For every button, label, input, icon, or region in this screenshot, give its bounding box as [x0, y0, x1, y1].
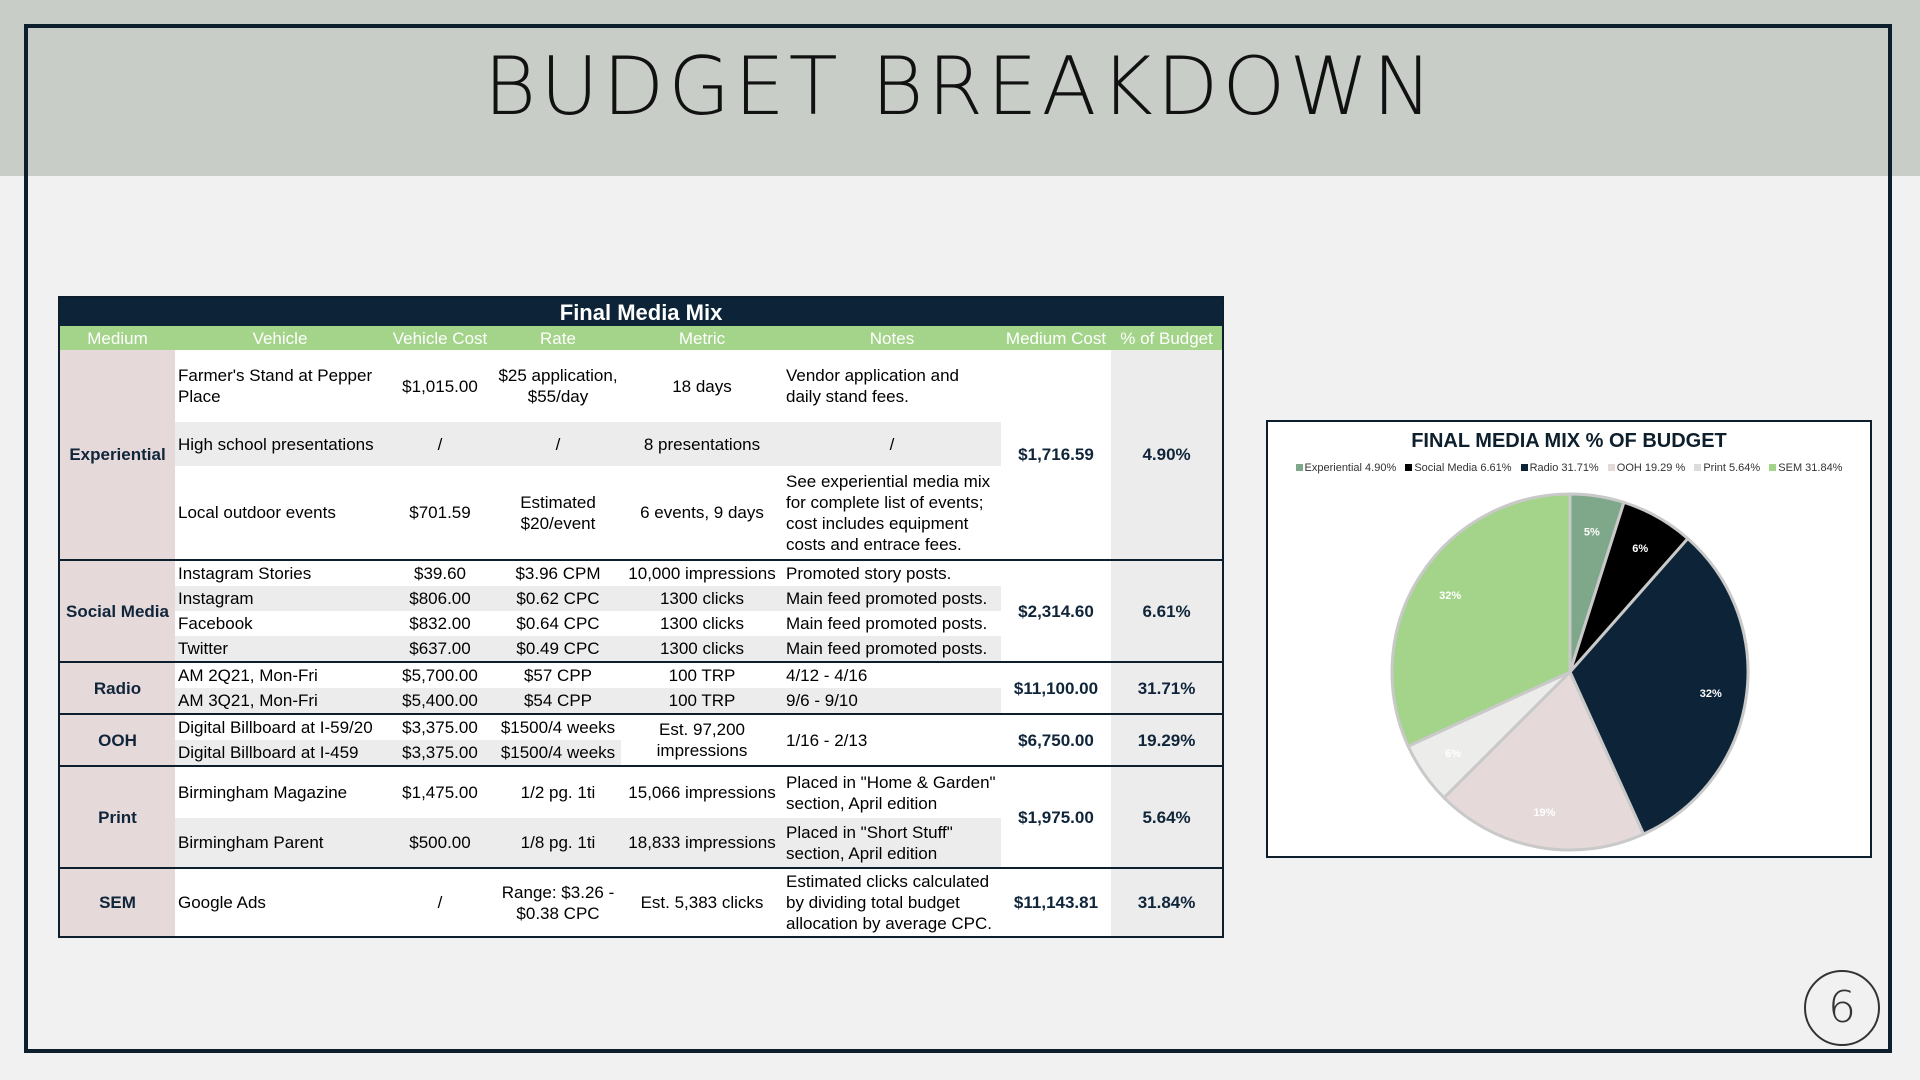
vehicle-cell: AM 2Q21, Mon-Fri	[175, 662, 385, 688]
medium-cost-cell: $1,716.59	[1001, 350, 1111, 560]
medium-cell: Radio	[59, 662, 175, 714]
medium-cost-cell: $1,975.00	[1001, 766, 1111, 868]
notes-cell: See experiential media mix for complete list of events; cost includes equipment costs and entrace fees.	[783, 466, 1001, 560]
medium-cell: Social Media	[59, 560, 175, 662]
notes-cell: Estimated clicks calculated by dividing total budget allocation by average CPC.	[783, 868, 1001, 937]
notes-cell: Promoted story posts.	[783, 560, 1001, 586]
metric-cell: Est. 5,383 clicks	[621, 868, 783, 937]
table-header-row	[59, 326, 1223, 350]
pie-chart	[1268, 422, 1870, 856]
vehicle-cell: High school presentations	[175, 422, 385, 466]
pie-data-label: 19%	[1533, 807, 1556, 820]
header-cell: Notes	[783, 326, 1001, 350]
pie-data-label: 32%	[1439, 590, 1462, 603]
table-row	[59, 714, 1223, 740]
metric-cell: Est. 97,200 impressions	[621, 714, 783, 766]
notes-cell: 9/6 - 9/10	[783, 688, 1001, 714]
vehicle-cell: Twitter	[175, 636, 385, 662]
medium-cost-cell: $11,100.00	[1001, 662, 1111, 714]
notes-cell: Placed in "Home & Garden" section, April edition	[783, 766, 1001, 818]
rate-cell: $0.64 CPC	[495, 611, 621, 636]
vehicle-cost-cell: $1,475.00	[385, 766, 495, 818]
pie-data-label: 6%	[1632, 543, 1649, 556]
vehicle-cost-cell: $806.00	[385, 586, 495, 611]
rate-cell: $0.62 CPC	[495, 586, 621, 611]
medium-cell: OOH	[59, 714, 175, 766]
metric-cell: 100 TRP	[621, 688, 783, 714]
vehicle-cell: Instagram	[175, 586, 385, 611]
vehicle-cell: Birmingham Magazine	[175, 766, 385, 818]
vehicle-cost-cell: /	[385, 422, 495, 466]
legend-label: Print 5.64%	[1703, 462, 1761, 474]
legend-label: Experiential 4.90%	[1304, 462, 1397, 474]
vehicle-cost-cell: $39.60	[385, 560, 495, 586]
vehicle-cell: Digital Billboard at I-459	[175, 740, 385, 766]
header-cell: % of Budget	[1111, 326, 1223, 350]
notes-cell: Main feed promoted posts.	[783, 611, 1001, 636]
vehicle-cell: Facebook	[175, 611, 385, 636]
table-row	[59, 350, 1223, 422]
notes-cell: 4/12 - 4/16	[783, 662, 1001, 688]
budget-pct-cell: 4.90%	[1111, 350, 1223, 560]
metric-cell: 15,066 impressions	[621, 766, 783, 818]
budget-pct-cell: 6.61%	[1111, 560, 1223, 662]
legend-label: SEM 31.84%	[1778, 462, 1843, 474]
header-cell: Vehicle	[175, 326, 385, 350]
vehicle-cell: AM 3Q21, Mon-Fri	[175, 688, 385, 714]
vehicle-cell: Local outdoor events	[175, 466, 385, 560]
table-row	[59, 868, 1223, 937]
vehicle-cost-cell: $3,375.00	[385, 714, 495, 740]
metric-cell: 6 events, 9 days	[621, 466, 783, 560]
vehicle-cost-cell: $637.00	[385, 636, 495, 662]
vehicle-cost-cell: $5,400.00	[385, 688, 495, 714]
notes-cell: Placed in "Short Stuff" section, April edition	[783, 818, 1001, 868]
chart-title: FINAL MEDIA MIX % OF BUDGET	[1411, 430, 1727, 452]
vehicle-cost-cell: $500.00	[385, 818, 495, 868]
medium-cost-cell: $2,314.60	[1001, 560, 1111, 662]
rate-cell: $54 CPP	[495, 688, 621, 714]
rate-cell: $25 application, $55/day	[495, 350, 621, 422]
budget-pct-cell: 19.29%	[1111, 714, 1223, 766]
table-title: Final Media Mix	[59, 297, 1223, 326]
table-row	[59, 560, 1223, 586]
vehicle-cost-cell: $3,375.00	[385, 740, 495, 766]
metric-cell: 8 presentations	[621, 422, 783, 466]
rate-cell: $1500/4 weeks	[495, 740, 621, 766]
medium-cost-cell: $11,143.81	[1001, 868, 1111, 937]
medium-cell: Print	[59, 766, 175, 868]
notes-cell: Main feed promoted posts.	[783, 586, 1001, 611]
metric-cell: 10,000 impressions	[621, 560, 783, 586]
rate-cell: 1/2 pg. 1ti	[495, 766, 621, 818]
notes-cell: 1/16 - 2/13	[783, 714, 1001, 766]
rate-cell: /	[495, 422, 621, 466]
budget-pct-cell: 31.84%	[1111, 868, 1223, 937]
rate-cell: $57 CPP	[495, 662, 621, 688]
budget-pct-cell: 31.71%	[1111, 662, 1223, 714]
legend-label: Social Media 6.61%	[1414, 462, 1512, 474]
metric-cell: 100 TRP	[621, 662, 783, 688]
slide-title: BUDGET BREAKDOWN	[483, 40, 1437, 133]
table-row	[59, 766, 1223, 818]
legend-label: Radio 31.71%	[1529, 462, 1599, 474]
page-number: 6	[1804, 970, 1880, 1046]
header-cell: Vehicle Cost	[385, 326, 495, 350]
rate-cell: $3.96 CPM	[495, 560, 621, 586]
vehicle-cell: Birmingham Parent	[175, 818, 385, 868]
notes-cell: /	[783, 422, 1001, 466]
vehicle-cost-cell: $5,700.00	[385, 662, 495, 688]
rate-cell: 1/8 pg. 1ti	[495, 818, 621, 868]
media-mix-table-container	[58, 296, 1222, 938]
rate-cell: Range: $3.26 - $0.38 CPC	[495, 868, 621, 937]
pie-data-label: 5%	[1583, 526, 1600, 539]
vehicle-cell: Farmer's Stand at Pepper Place	[175, 350, 385, 422]
metric-cell: 1300 clicks	[621, 586, 783, 611]
vehicle-cost-cell: /	[385, 868, 495, 937]
rate-cell: $1500/4 weeks	[495, 714, 621, 740]
notes-cell: Main feed promoted posts.	[783, 636, 1001, 662]
metric-cell: 18,833 impressions	[621, 818, 783, 868]
medium-cost-cell: $6,750.00	[1001, 714, 1111, 766]
rate-cell: $0.49 CPC	[495, 636, 621, 662]
pie-data-label: 6%	[1445, 748, 1462, 761]
vehicle-cell: Google Ads	[175, 868, 385, 937]
header-cell: Medium	[59, 326, 175, 350]
header-cell: Metric	[621, 326, 783, 350]
legend-label: OOH 19.29 %	[1616, 462, 1686, 474]
pie-data-label: 32%	[1699, 688, 1722, 701]
vehicle-cost-cell: $1,015.00	[385, 350, 495, 422]
vehicle-cost-cell: $832.00	[385, 611, 495, 636]
vehicle-cost-cell: $701.59	[385, 466, 495, 560]
pie-chart-panel	[1266, 420, 1872, 858]
metric-cell: 18 days	[621, 350, 783, 422]
medium-cell: Experiential	[59, 350, 175, 560]
vehicle-cell: Digital Billboard at I-59/20	[175, 714, 385, 740]
table-row	[59, 662, 1223, 688]
medium-cell: SEM	[59, 868, 175, 937]
notes-cell: Vendor application and daily stand fees.	[783, 350, 1001, 422]
metric-cell: 1300 clicks	[621, 636, 783, 662]
rate-cell: Estimated $20/event	[495, 466, 621, 560]
metric-cell: 1300 clicks	[621, 611, 783, 636]
media-mix-table	[58, 296, 1224, 938]
header-cell: Medium Cost	[1001, 326, 1111, 350]
budget-pct-cell: 5.64%	[1111, 766, 1223, 868]
header-cell: Rate	[495, 326, 621, 350]
vehicle-cell: Instagram Stories	[175, 560, 385, 586]
